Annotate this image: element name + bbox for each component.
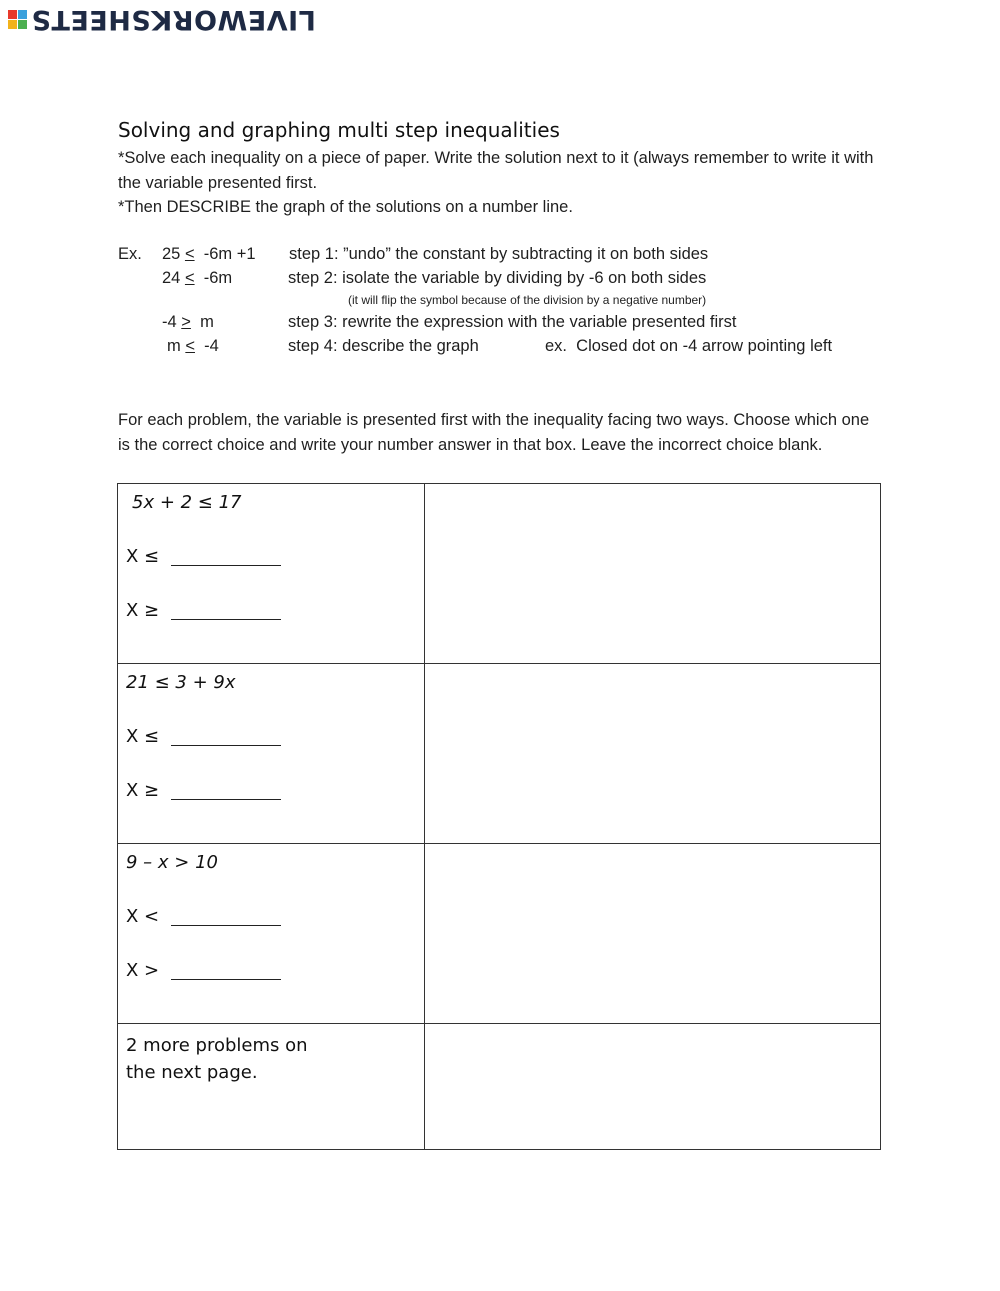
expr-b: -6m: [194, 269, 233, 287]
more-problems-cell: [118, 1024, 425, 1150]
expr-b: -6m +1: [194, 245, 256, 263]
expr-a: 25: [162, 245, 185, 263]
liveworksheets-logo: [8, 4, 316, 34]
problem-table: [117, 483, 881, 1150]
example-label: Ex.: [118, 245, 142, 263]
logo-block-green: [18, 20, 27, 29]
more-note-line-1: 2 more problems on: [126, 1035, 308, 1056]
logo-blocks-icon: [8, 10, 27, 29]
expr-a: -4: [162, 313, 182, 331]
choice-2-label: X >: [126, 960, 160, 981]
symbol: <: [184, 269, 195, 287]
logo-block-blue: [18, 10, 27, 19]
problem-cell: [118, 664, 425, 844]
problem-cell: [118, 484, 425, 664]
choice-2-label: X ≥: [126, 600, 160, 621]
step-text: step 2: isolate the variable by dividing by -6 on both sides: [288, 269, 707, 287]
expr-b: m: [190, 313, 214, 331]
symbol: <: [184, 245, 195, 263]
more-problems-note: [126, 1032, 308, 1086]
symbol: <: [185, 337, 195, 355]
choice-1-label: X ≤: [126, 546, 160, 567]
problem-equation: 9 – x > 10: [126, 852, 218, 873]
choice-1-label: X ≤: [126, 726, 160, 747]
logo-block-yellow: [8, 20, 17, 29]
step-text: step 4: describe the graph: [288, 337, 479, 355]
directions: For each problem, the variable is presented first with the inequality facing two ways. Choose which one is the correct choice and write your number answer in that box. Leave the incorrect choice blank.: [118, 411, 870, 454]
choice-1-answer-blank[interactable]: [171, 564, 281, 566]
problem-cell: [118, 844, 425, 1024]
more-note-line-2: the next page.: [126, 1062, 258, 1083]
problem-equation: 21 ≤ 3 + 9x: [126, 672, 236, 693]
problem-equation: 5x + 2 ≤ 17: [132, 492, 242, 513]
step-example: ex. Closed dot on -4 arrow pointing left: [545, 337, 833, 355]
expr-a: m: [167, 337, 186, 355]
choice-2-answer-blank[interactable]: [171, 978, 281, 980]
graph-description-box[interactable]: [425, 484, 881, 664]
graph-description-box[interactable]: [425, 1024, 881, 1150]
choice-2-answer-blank[interactable]: [171, 618, 281, 620]
problem-row: [118, 484, 881, 664]
instruction-2: *Then DESCRIBE the graph of the solutions on a number line.: [118, 198, 573, 216]
worksheet-title: Solving and graphing multi step inequalities: [118, 118, 560, 142]
choice-1-label: X <: [126, 906, 160, 927]
choice-2-answer-blank[interactable]: [171, 798, 281, 800]
expr-b: -4: [194, 337, 219, 355]
step-text: step 3: rewrite the expression with the variable presented first: [288, 313, 737, 331]
logo-text: LIVEWORKSHEETS: [31, 4, 316, 35]
choice-1-answer-blank[interactable]: [171, 744, 281, 746]
graph-description-box[interactable]: [425, 664, 881, 844]
symbol: >: [181, 313, 191, 331]
logo-block-red: [8, 10, 17, 19]
problem-row: [118, 664, 881, 844]
note-row: [118, 1024, 881, 1150]
choice-1-answer-blank[interactable]: [171, 924, 281, 926]
example-note: (it will flip the symbol because of the division by a negative number): [348, 293, 707, 307]
expr-a: 24: [162, 269, 185, 287]
graph-description-box[interactable]: [425, 844, 881, 1024]
problem-row: [118, 844, 881, 1024]
step-text: step 1: ”undo” the constant by subtracting it on both sides: [289, 245, 709, 263]
choice-2-label: X ≥: [126, 780, 160, 801]
instruction-1: *Solve each inequality on a piece of paper. Write the solution next to it (always remember to write it with the variable presented first.: [118, 149, 874, 192]
